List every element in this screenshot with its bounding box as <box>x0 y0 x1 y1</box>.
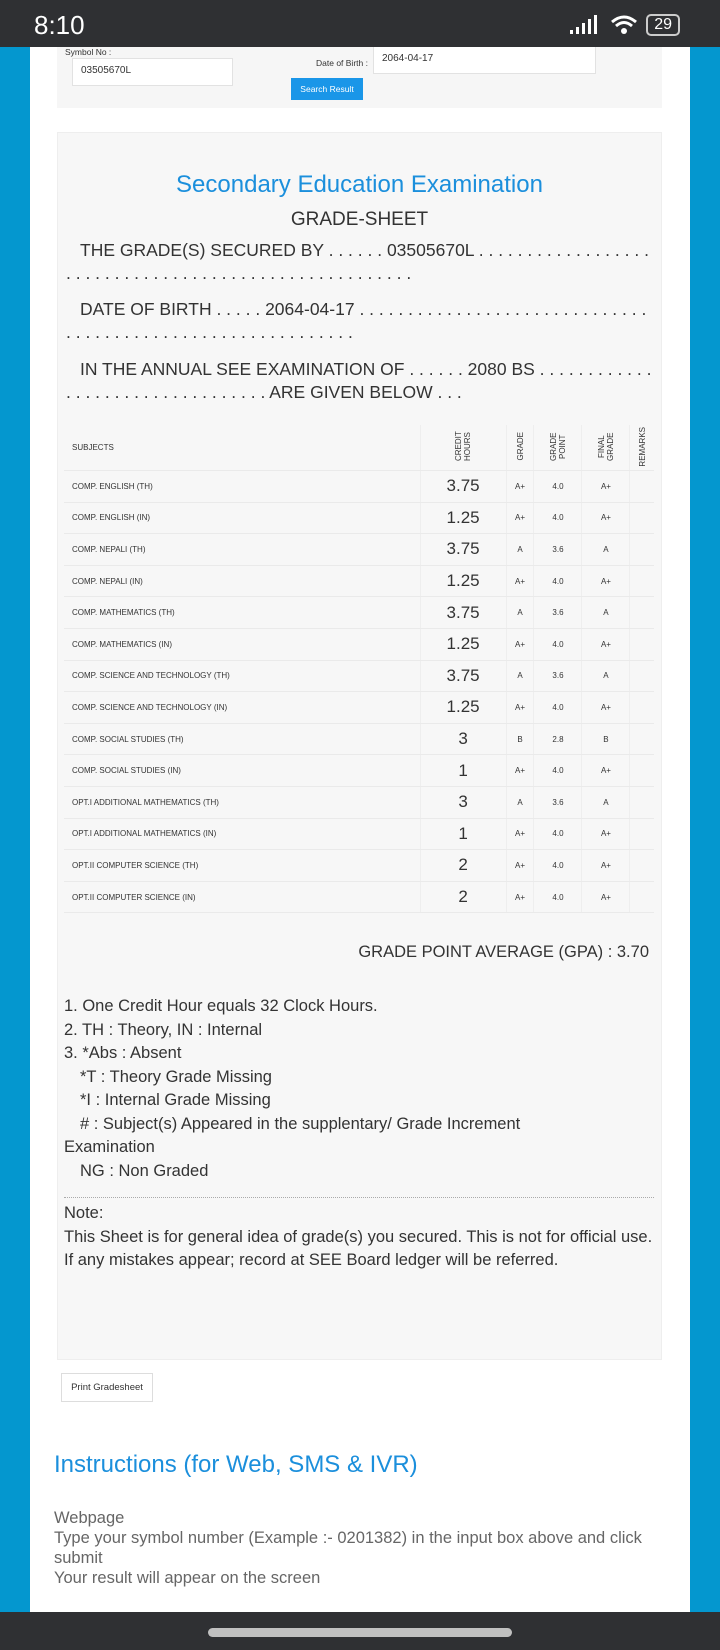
table-row <box>64 786 654 818</box>
grade-cell: A <box>506 660 534 692</box>
credit-hours-cell: 3.75 <box>420 660 506 692</box>
grade-point-cell: 4.0 <box>534 850 582 882</box>
grade-point-cell: 2.8 <box>534 723 582 755</box>
navigation-bar <box>0 1612 720 1650</box>
grade-cell: A+ <box>506 881 534 913</box>
page <box>30 0 690 1650</box>
final-grade-cell: A+ <box>582 471 630 503</box>
table-row <box>64 723 654 755</box>
grade-cell: A <box>506 534 534 566</box>
grade-point-cell: 4.0 <box>534 565 582 597</box>
grade-sheet <box>57 132 662 1360</box>
note-line: Examination <box>64 1138 155 1156</box>
table-row <box>64 502 654 534</box>
table-row <box>64 471 654 503</box>
column-header-label: FINAL GRADE <box>596 432 615 461</box>
final-grade-cell: A+ <box>582 881 630 913</box>
grade-point-cell: 4.0 <box>534 755 582 787</box>
table-row <box>64 850 654 882</box>
instruction-line: Your result will appear on the screen <box>54 1569 321 1587</box>
grade-cell: A+ <box>506 565 534 597</box>
credit-hours-cell: 1.25 <box>420 502 506 534</box>
credit-hours-cell: 1.25 <box>420 565 506 597</box>
symbol-input[interactable]: 03505670L <box>72 58 233 86</box>
notes <box>64 995 654 1273</box>
symbol-label: Symbol No : <box>65 47 112 57</box>
note-line: 2. TH : Theory, IN : Internal <box>64 1020 263 1039</box>
instructions-text <box>54 1508 654 1588</box>
grade-cell: A+ <box>506 471 534 503</box>
final-grade-cell: B <box>582 723 630 755</box>
grade-point-cell: 4.0 <box>534 471 582 503</box>
grade-cell: A <box>506 786 534 818</box>
gpa: GRADE POINT AVERAGE (GPA) : 3.70 <box>358 943 649 961</box>
secured-by-line: THE GRADE(S) SECURED BY . . . . . . 03505670L . . . . . . . . . . . . . . . . . . . . . . . . . . . . . . . . . . . . . . . . . . . . . . . . . . . . . . <box>66 240 649 283</box>
subject-cell: COMP. ENGLISH (TH) <box>64 471 420 503</box>
credit-hours-cell: 2 <box>420 850 506 882</box>
wifi-icon <box>610 14 638 36</box>
exam-title: Secondary Education Examination <box>176 171 543 198</box>
credit-hours-cell: 1 <box>420 755 506 787</box>
credit-hours-cell: 3.75 <box>420 597 506 629</box>
search-form <box>57 40 662 108</box>
note-line: 3. *Abs : Absent <box>64 1044 182 1062</box>
final-grade-cell: A+ <box>582 502 630 534</box>
grade-cell: A+ <box>506 850 534 882</box>
credit-hours-cell: 3 <box>420 723 506 755</box>
remarks-cell <box>630 692 654 724</box>
grade-cell: B <box>506 723 534 755</box>
final-grade-cell: A+ <box>582 565 630 597</box>
note-line: *T : Theory Grade Missing <box>80 1067 272 1086</box>
grade-cell: A+ <box>506 818 534 850</box>
subject-cell: COMP. MATHEMATICS (TH) <box>64 597 420 629</box>
subject-cell: COMP. SCIENCE AND TECHNOLOGY (TH) <box>64 660 420 692</box>
grade-point-cell: 3.6 <box>534 786 582 818</box>
column-header-label: GRADE POINT <box>548 432 567 461</box>
grade-cell: A+ <box>506 755 534 787</box>
grade-point-cell: 4.0 <box>534 692 582 724</box>
remarks-cell <box>630 850 654 882</box>
column-header <box>534 425 582 471</box>
table-row <box>64 628 654 660</box>
subject-cell: OPT.I ADDITIONAL MATHEMATICS (TH) <box>64 786 420 818</box>
column-header <box>506 425 534 471</box>
note-line: *I : Internal Grade Missing <box>80 1091 271 1109</box>
exam-line: IN THE ANNUAL SEE EXAMINATION OF . . . . . . 2080 BS . . . . . . . . . . . . . . . . . . . . . . . . . . . . . . . . . ARE GIVEN BELOW . . . <box>66 359 652 402</box>
remarks-cell <box>630 660 654 692</box>
credit-hours-cell: 2 <box>420 881 506 913</box>
grade-cell: A+ <box>506 502 534 534</box>
grade-point-cell: 3.6 <box>534 660 582 692</box>
table-row <box>64 534 654 566</box>
status-bar <box>0 0 720 47</box>
grade-cell: A+ <box>506 628 534 660</box>
remarks-cell <box>630 597 654 629</box>
search-result-button[interactable]: Search Result <box>291 78 363 100</box>
grade-cell: A+ <box>506 692 534 724</box>
gradesheet-title: GRADE-SHEET <box>290 209 429 230</box>
subject-cell: OPT.II COMPUTER SCIENCE (TH) <box>64 850 420 882</box>
credit-hours-cell: 1 <box>420 818 506 850</box>
instructions-title: Instructions (for Web, SMS & IVR) <box>54 1451 418 1478</box>
dob-line: DATE OF BIRTH . . . . . 2064-04-17 . . . . . . . . . . . . . . . . . . . . . . . . . . . . . . . . . . . . . . . . . . . . . . . . . . . . . . . . . . . . <box>66 299 647 342</box>
battery-icon: 29 <box>646 14 680 36</box>
credit-hours-cell: 1.25 <box>420 692 506 724</box>
signal-icon <box>568 15 602 35</box>
column-header <box>630 425 654 471</box>
final-grade-cell: A <box>582 534 630 566</box>
note-line: 1. One Credit Hour equals 32 Clock Hours. <box>64 997 378 1015</box>
print-gradesheet-button[interactable]: Print Gradesheet <box>61 1373 153 1402</box>
column-header-label: GRADE <box>515 432 525 461</box>
grade-cell: A <box>506 597 534 629</box>
grade-point-cell: 4.0 <box>534 881 582 913</box>
subject-cell: COMP. SCIENCE AND TECHNOLOGY (IN) <box>64 692 420 724</box>
credit-hours-cell: 3 <box>420 786 506 818</box>
column-header <box>64 425 420 471</box>
table-row <box>64 692 654 724</box>
table-row <box>64 818 654 850</box>
grade-point-cell: 4.0 <box>534 818 582 850</box>
column-header-label: CREDIT HOURS <box>454 431 473 462</box>
subject-cell: OPT.II COMPUTER SCIENCE (IN) <box>64 881 420 913</box>
grade-point-cell: 3.6 <box>534 534 582 566</box>
grade-point-cell: 4.0 <box>534 502 582 534</box>
final-grade-cell: A <box>582 786 630 818</box>
remarks-cell <box>630 881 654 913</box>
grades-table <box>64 425 654 913</box>
note-title: Note: <box>64 1204 104 1222</box>
subject-cell: COMP. SOCIAL STUDIES (IN) <box>64 755 420 787</box>
subject-cell: COMP. NEPALI (IN) <box>64 565 420 597</box>
final-grade-cell: A+ <box>582 755 630 787</box>
remarks-cell <box>630 755 654 787</box>
instruction-line: Webpage <box>54 1509 125 1527</box>
credit-hours-cell: 1.25 <box>420 628 506 660</box>
note-line: # : Subject(s) Appeared in the supplentary/ Grade Increment <box>80 1114 521 1133</box>
remarks-cell <box>630 628 654 660</box>
remarks-cell <box>630 565 654 597</box>
grade-point-cell: 4.0 <box>534 628 582 660</box>
note-line: NG : Non Graded <box>80 1161 209 1180</box>
instruction-line: Type your symbol number (Example :- 0201382) in the input box above and click submit <box>54 1529 642 1567</box>
column-header-label: REMARKS <box>637 426 647 467</box>
subject-cell: COMP. MATHEMATICS (IN) <box>64 628 420 660</box>
credit-hours-cell: 3.75 <box>420 534 506 566</box>
subject-cell: COMP. ENGLISH (IN) <box>64 502 420 534</box>
table-row <box>64 597 654 629</box>
dob-label: Date of Birth : <box>316 58 368 68</box>
column-header <box>420 425 506 471</box>
remarks-cell <box>630 534 654 566</box>
subject-cell: COMP. NEPALI (TH) <box>64 534 420 566</box>
final-grade-cell: A+ <box>582 692 630 724</box>
grade-point-cell: 3.6 <box>534 597 582 629</box>
table-row <box>64 660 654 692</box>
final-grade-cell: A+ <box>582 850 630 882</box>
clock: 8:10 <box>34 10 85 40</box>
final-grade-cell: A <box>582 597 630 629</box>
credit-hours-cell: 3.75 <box>420 471 506 503</box>
table-row <box>64 565 654 597</box>
divider <box>64 1197 654 1198</box>
remarks-cell <box>630 502 654 534</box>
subject-cell: OPT.I ADDITIONAL MATHEMATICS (IN) <box>64 818 420 850</box>
dob-input[interactable]: 2064-04-17 <box>373 46 596 74</box>
remarks-cell <box>630 786 654 818</box>
subject-cell: COMP. SOCIAL STUDIES (TH) <box>64 723 420 755</box>
remarks-cell <box>630 471 654 503</box>
final-grade-cell: A+ <box>582 818 630 850</box>
column-header-label: SUBJECTS <box>72 443 114 452</box>
final-grade-cell: A <box>582 660 630 692</box>
note-text: This Sheet is for general idea of grade(s) you secured. This is not for official use. If any mistakes appear; record at SEE Board ledger will be referred. <box>64 1227 653 1269</box>
table-row <box>64 755 654 787</box>
remarks-cell <box>630 818 654 850</box>
remarks-cell <box>630 723 654 755</box>
table-row <box>64 881 654 913</box>
column-header <box>582 425 630 471</box>
final-grade-cell: A+ <box>582 628 630 660</box>
home-gesture-handle[interactable] <box>208 1628 512 1637</box>
